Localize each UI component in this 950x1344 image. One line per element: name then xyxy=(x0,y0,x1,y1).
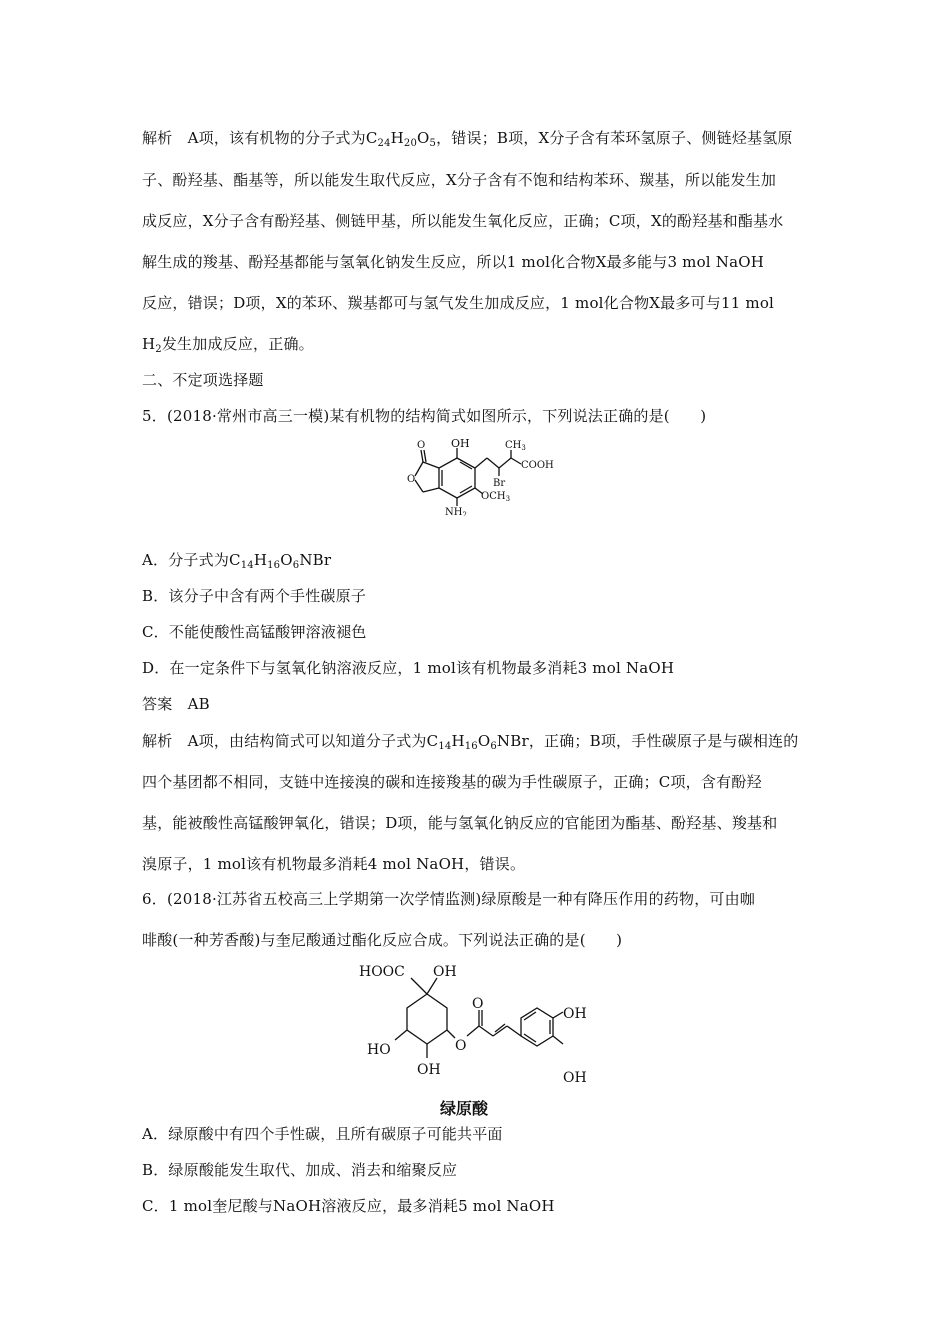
q5-option-b: B．该分子中含有两个手性碳原子 xyxy=(142,587,367,605)
q5-analysis-line3: 基，能被酸性高锰酸钾氧化，错误；D项，能与氢氧化钠反应的官能团为酯基、酚羟基、羧基和 xyxy=(142,814,778,832)
q5-br-label: Br xyxy=(493,478,506,489)
q5-och3-label: $OCH_3$ xyxy=(481,491,511,503)
analysis4-line4: 解生成的羧基、酚羟基都能与氢氧化钠发生反应，所以1 mol化合物X最多能与3 mol NaOH xyxy=(142,253,765,271)
analysis4-line1: 解析 A项，该有机物的分子式为$C_{24}H_{20}O_5$，错误；B项，X分子含有苯环氢原子、侧链烃基氢原 xyxy=(142,129,793,149)
q6-oh-ar1-label: OH xyxy=(563,1006,587,1022)
q6-option-a: A．绿原酸中有四个手性碳，且所有碳原子可能共平面 xyxy=(142,1125,503,1143)
q6-structure-caption: 绿原酸 xyxy=(440,1099,489,1118)
q5-nh2-label: $NH_2$ xyxy=(445,507,467,516)
q5-analysis-line4: 溴原子，1 mol该有机物最多消耗4 mol NaOH，错误。 xyxy=(142,855,526,873)
analysis4-line2: 子、酚羟基、酯基等，所以能发生取代反应，X分子含有不饱和结构苯环、羰基，所以能发生加 xyxy=(142,171,777,189)
q5-option-a: A．分子式为$C_{14}H_{16}O_6NBr$ xyxy=(142,551,332,571)
analysis4-line5: 反应，错误；D项，X的苯环、羰基都可与氢气发生加成反应，1 mol化合物X最多可与11 mol xyxy=(142,294,775,312)
q6-hooc-label: HOOC xyxy=(359,964,405,980)
q5-analysis-line2: 四个基团都不相同，支链中连接溴的碳和连接羧基的碳为手性碳原子，正确；C项，含有酚羟 xyxy=(142,773,762,791)
q5-option-d: D．在一定条件下与氢氧化钠溶液反应，1 mol该有机物最多消耗3 mol NaOH xyxy=(142,659,675,677)
q5-ring-o-label: O xyxy=(407,474,416,485)
q6-benzene-ring xyxy=(521,1008,553,1046)
q5-structure-diagram xyxy=(395,436,565,516)
q5-analysis-line1: 解析 A项，由结构简式可以知道分子式为$C_{14}H_{16}O_6NBr$，正确；B项，手性碳原子是与碳相连的 xyxy=(142,732,799,752)
q6-carbonyl-o-label: O xyxy=(472,996,484,1012)
q5-stem: 5．(2018·常州市高三一模)某有机物的结构简式如图所示，下列说法正确的是( ) xyxy=(142,407,707,425)
q5-answer: 答案 AB xyxy=(142,695,210,713)
q5-benzene-ring xyxy=(439,458,475,498)
q6-stem-line2: 啡酸(一种芳香酸)与奎尼酸通过酯化反应合成。下列说法正确的是( ) xyxy=(142,931,623,949)
q6-option-b: B．绿原酸能发生取代、加成、消去和缩聚反应 xyxy=(142,1161,458,1179)
q6-oh-bottom-label: OH xyxy=(417,1062,441,1078)
q5-cooh-label: COOH xyxy=(521,460,554,471)
q6-cyclohexane-ring xyxy=(407,994,447,1044)
q6-ester-o-label: O xyxy=(455,1038,467,1054)
section-heading: 二、不定项选择题 xyxy=(142,371,264,389)
q5-option-c: C．不能使酸性高锰酸钾溶液褪色 xyxy=(142,623,367,641)
q6-structure-diagram xyxy=(355,956,595,1086)
q5-carbonyl-o-label: O xyxy=(417,440,426,451)
q6-option-c: C．1 mol奎尼酸与NaOH溶液反应，最多消耗5 mol NaOH xyxy=(142,1197,555,1215)
analysis4-line6: $H_2$发生加成反应，正确。 xyxy=(142,335,314,355)
analysis4-line3: 成反应，X分子含有酚羟基、侧链甲基，所以能发生氧化反应，正确；C项，X的酚羟基和酯基水 xyxy=(142,212,784,230)
q6-oh-top-label: OH xyxy=(433,964,457,980)
q6-stem-line1: 6．(2018·江苏省五校高三上学期第一次学情监测)绿原酸是一种有降压作用的药物，可由咖 xyxy=(142,890,755,908)
q5-oh-label: OH xyxy=(451,437,470,450)
q6-ho-left-label: HO xyxy=(367,1042,391,1058)
q5-ch3-label: $CH_3$ xyxy=(505,440,526,452)
q6-oh-ar2-label: OH xyxy=(563,1070,587,1086)
